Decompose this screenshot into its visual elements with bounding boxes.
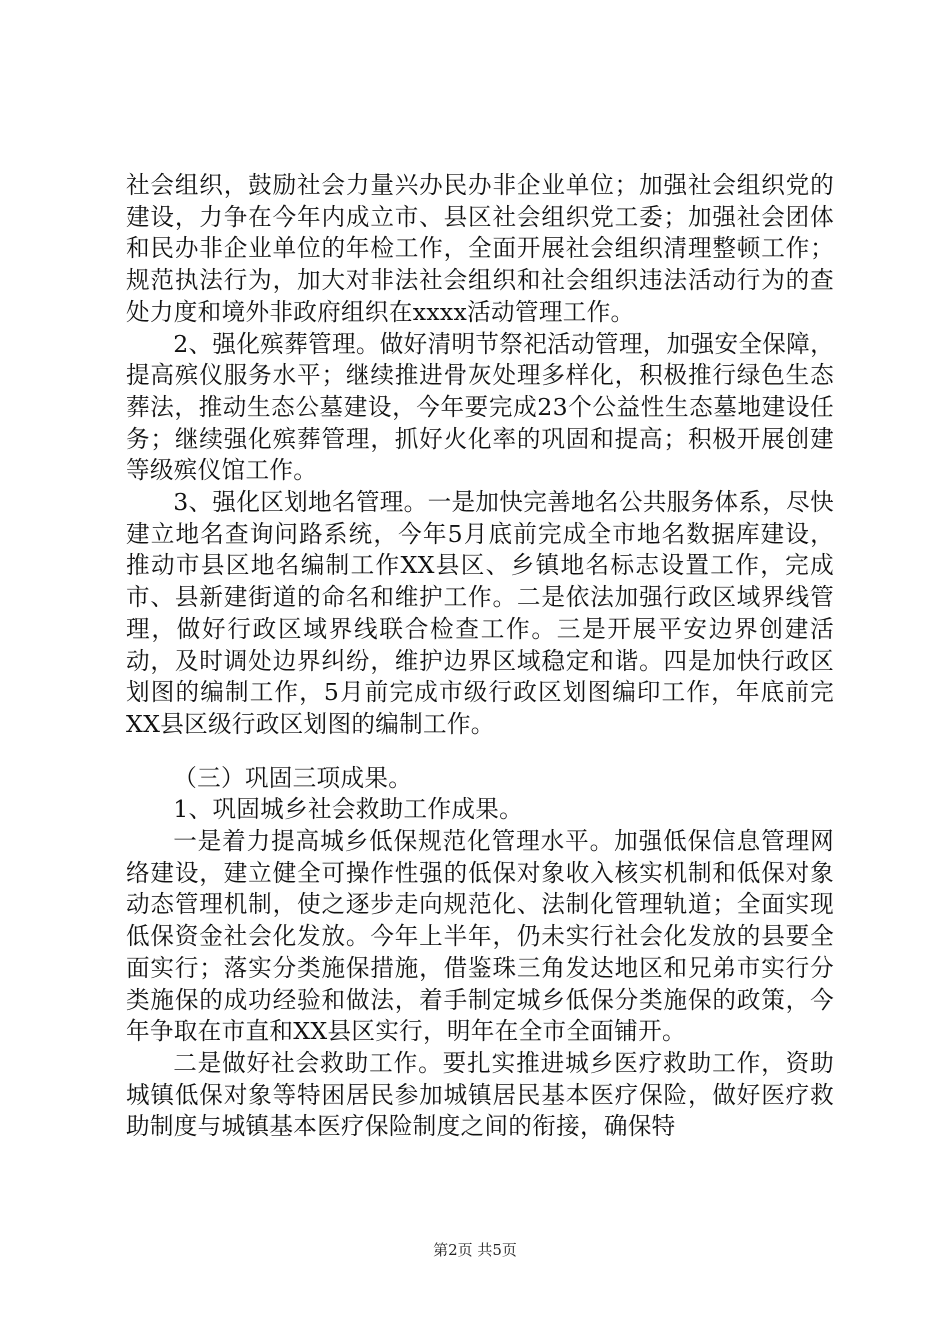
paragraph-place-name-management: 3、强化区划地名管理。一是加快完善地名公共服务体系，尽快建立地名查询问路系统，今年5月底前完成全市地名数据库建设，推动市县区地名编制工作XX县区、乡镇地名标志设置工作，完成市、县新建街道的命名和维护工作。二是依法加强行政区域界线管理，做好行政区域界线联合检查工作。三是开展平安边界创建活动，及时调处边界纠纷，维护边界区域稳定和谐。四是加快行政区划图的编制工作，5月前完成市级行政区划图编印工作，年底前完XX县区级行政区划图的编制工作。	[126, 488, 834, 738]
section-heading: （三）巩固三项成果。	[173, 763, 413, 792]
paragraph-social-assistance: 二是做好社会救助工作。要扎实推进城乡医疗救助工作，资助城镇低保对象等特困居民参加城镇居民基本医疗保险，做好医疗救助制度与城镇基本医疗保险制度之间的衔接，确保特	[126, 1048, 834, 1141]
paragraph-minimum-living-security: 一是着力提高城乡低保规范化管理水平。加强低保信息管理网络建设，建立健全可操作性强的低保对象收入核实机制和低保对象动态管理机制，使之逐步走向规范化、法制化管理轨道；全面实现低保资金社会化发放。今年上半年，仍未实行社会化发放的县要全面实行；落实分类施保措施，借鉴珠三角发达地区和兄弟市实行分类施保的成功经验和做法，着手制定城乡低保分类施保的政策，今年争取在市直和XX县区实行，明年在全市全面铺开。	[126, 827, 834, 1046]
subsection-heading: 1、巩固城乡社会救助工作成果。	[173, 795, 524, 824]
paragraph-continued: 社会组织，鼓励社会力量兴办民办非企业单位；加强社会组织党的建设，力争在今年内成立市、县区社会组织党工委；加强社会团体和民办非企业单位的年检工作，全面开展社会组织清理整顿工作；规范执法行为，加大对非法社会组织和社会组织违法活动行为的查处力度和境外非政府组织在xxxx活动管理工作。	[126, 171, 834, 326]
page-number-footer: 第2页 共5页	[433, 1241, 517, 1259]
paragraph-funeral-management: 2、强化殡葬管理。做好清明节祭祀活动管理，加强安全保障，提高殡仪服务水平；继续推进骨灰处理多样化，积极推行绿色生态葬法，推动生态公墓建设，今年要完成23个公益性生态墓地建设任务；继续强化殡葬管理，抓好火化率的巩固和提高；积极开展创建等级殡仪馆工作。	[126, 329, 834, 485]
document-body	[126, 170, 834, 1143]
